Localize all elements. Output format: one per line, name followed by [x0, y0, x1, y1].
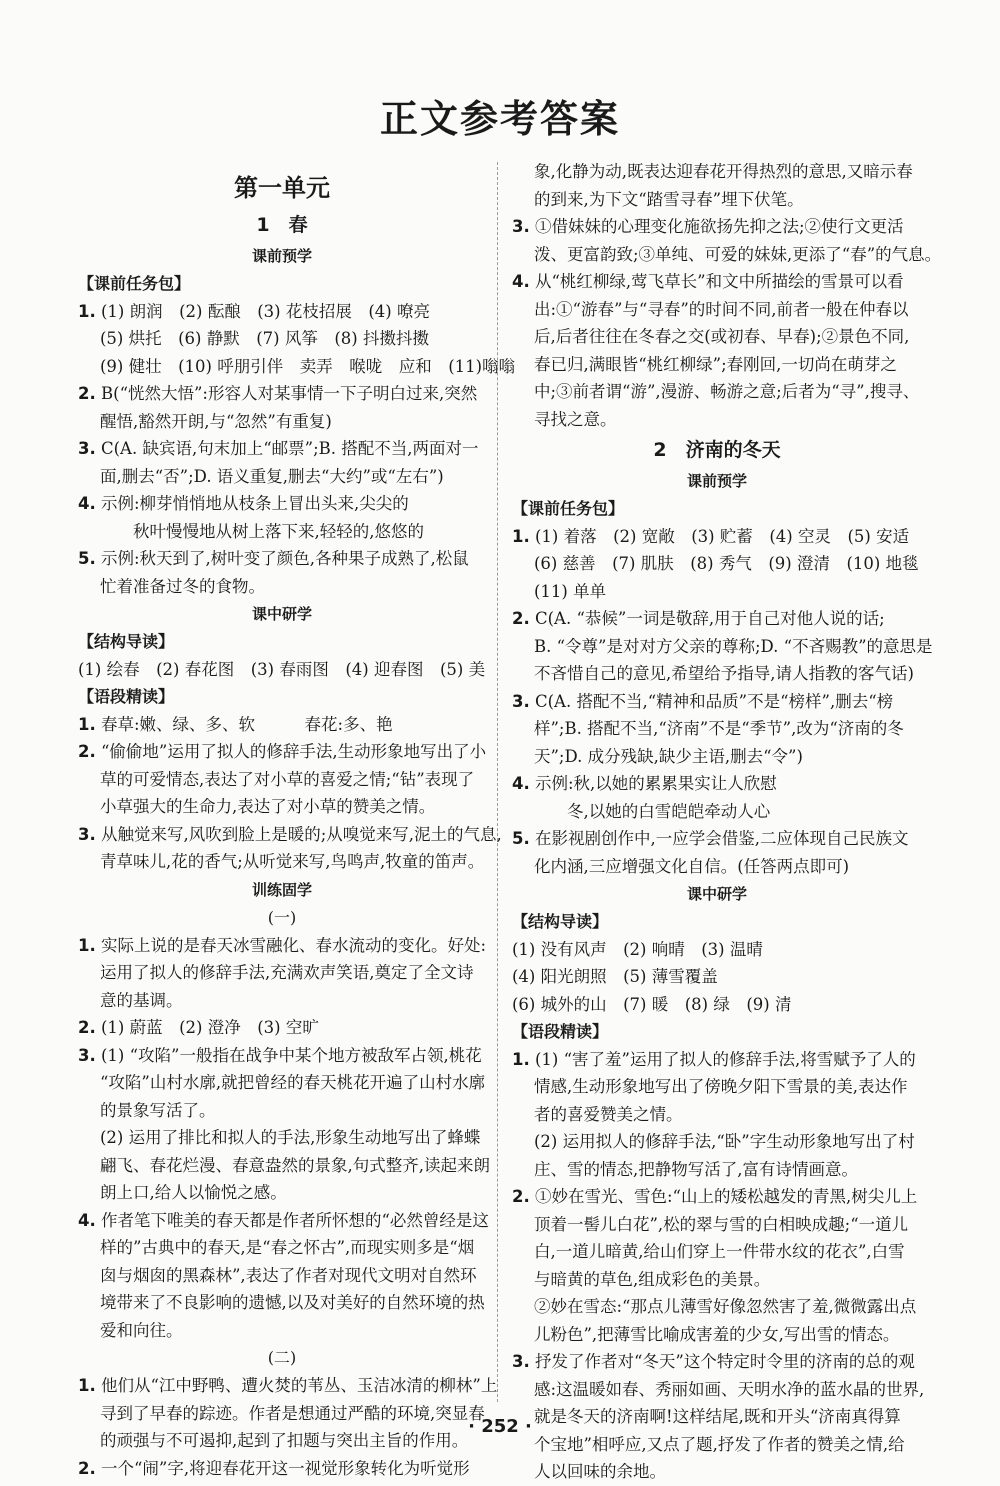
bracket-heading: 【结构导读】 [512, 912, 609, 931]
answer-text: 寻到了早春的踪迹。作者是想通过严酷的环境,突显春 [100, 1403, 485, 1423]
answer-line [512, 268, 922, 296]
answer-line [512, 743, 922, 771]
answer-line [78, 793, 486, 821]
question-number: 1. [78, 301, 96, 321]
answer-text: 感:这温暖如春、秀丽如画、天明水净的蓝水晶的世界, [534, 1379, 925, 1399]
answer-text: 冬,以她的白雪皑皑牵动人心 [534, 801, 771, 821]
answer-line [512, 1266, 922, 1294]
section-heading: 课前预学 [251, 247, 312, 265]
question-number: 1. [512, 1049, 530, 1069]
answer-text: 秋叶慢慢地从树上落下来,轻轻的,悠悠的 [100, 521, 424, 541]
answer-text: 与暗黄的草色,组成彩色的美景。 [534, 1269, 771, 1289]
answer-text: 境带来了不良影响的遗憾,以及对美好的自然环境的热 [100, 1293, 485, 1312]
answer-text: 在影视剧创作中,一应学会借鉴,二应体现自己民族文 [535, 829, 909, 848]
column-divider [497, 162, 498, 1402]
answer-line [512, 1293, 922, 1321]
answer-text: 白,一道儿暗黄,给山们穿上一件带水纹的花衣”,白雪 [534, 1242, 905, 1261]
question-number: 4. [512, 774, 530, 793]
answer-line [512, 1211, 922, 1239]
answer-line [78, 656, 486, 684]
answer-text: 样”;B. 搭配不当,“济南”不是“季节”,改为“济南的冬 [534, 719, 904, 738]
answer-line [78, 738, 486, 766]
lesson-title: 2 济南的冬天 [653, 439, 781, 461]
answer-text: 醒悟,豁然开朗,与“忽然”有重复) [100, 411, 332, 431]
answer-line [512, 1128, 922, 1156]
answer-text: 实际上说的是春天冰雪融化、春水流动的变化。好处: [101, 935, 487, 955]
answer-text: 出:①“游春”与“寻春”的时间不同,前者一般在仲春以 [534, 299, 909, 319]
answer-line [78, 380, 486, 408]
answer-text: ②妙在雪态:“那点儿薄雪好像忽然害了羞,微微露出点 [534, 1297, 917, 1316]
answer-line [78, 463, 486, 491]
answer-text: 一个“闹”字,将迎春花开这一视觉形象转化为听觉形 [101, 1458, 470, 1478]
question-number: 2. [512, 609, 530, 628]
answer-text: ①借妹妹的心理变化施欲扬先抑之法;②使行文更活 [535, 217, 904, 236]
question-number: 3. [78, 824, 96, 844]
bracket-heading: 【结构导读】 [78, 632, 175, 651]
answer-line [78, 1455, 486, 1483]
answer-text: (6) 城外的山 (7) 暖 (8) 绿 (9) 清 [512, 994, 792, 1014]
bracket-heading: 【课前任务包】 [78, 274, 191, 293]
answer-text: B(“恍然大悟”:形容人对某事情一下子明白过来,突然 [101, 384, 478, 403]
answer-text: 从“桃红柳绿,莺飞草长”和文中所描绘的雪景可以看 [535, 272, 904, 291]
question-number: 2. [78, 1018, 96, 1037]
answer-line [78, 1014, 486, 1042]
answer-text: C(A. “恭候”一词是敬辞,用于自己对他人说的话; [535, 609, 885, 628]
sub-heading: (一) [267, 907, 297, 927]
answer-line [78, 1317, 486, 1345]
answer-text: 泼、更富韵致;③单纯、可爱的妹妹,更添了“春”的气息。 [534, 244, 942, 264]
answer-text: (1) 着落 (2) 宽敞 (3) 贮蓄 (4) 空灵 (5) 安适 [535, 526, 910, 546]
answer-line [512, 633, 933, 661]
answer-line [512, 186, 922, 214]
question-number: 4. [78, 494, 96, 513]
section-heading: 训练固学 [251, 880, 312, 899]
answer-line [78, 1262, 486, 1290]
answer-line [512, 963, 922, 991]
answer-line [78, 518, 486, 546]
answer-text: 象,化静为动,既表达迎春花开得热烈的意思,又暗示春 [534, 162, 913, 181]
answer-line [512, 550, 922, 578]
right-column [512, 158, 942, 1486]
answer-line [512, 936, 922, 964]
answer-text: “攻陷”山村水廓,就把曾经的春天桃花开遍了山村水廓 [100, 1073, 486, 1092]
answer-line [78, 711, 486, 739]
answer-text: 的到来,为下文“踏雪寻春”埋下伏笔。 [534, 189, 804, 209]
answer-line [78, 1372, 498, 1400]
question-number: 2. [512, 1187, 530, 1206]
answer-text: 小草强大的生命力,表达了对小草的赞美之情。 [100, 797, 436, 816]
answer-text: 中;③前者谓“游”,漫游、畅游之意;后者为“寻”,搜寻、 [534, 382, 920, 401]
answer-line [78, 821, 502, 849]
question-number: 3. [78, 1045, 96, 1065]
answer-line [78, 490, 486, 518]
question-number: 4. [512, 272, 530, 291]
answer-text: 天”;D. 成分残缺,缺少主语,删去“令”) [534, 746, 803, 766]
question-number: 4. [78, 1210, 96, 1230]
question-number: 3. [512, 217, 530, 236]
question-number: 3. [512, 1352, 530, 1371]
section-heading: 课前预学 [686, 472, 747, 490]
answer-line [78, 298, 486, 326]
answer-text: 他们从“江中野鸭、遭火焚的苇丛、玉洁冰清的柳林”上 [101, 1376, 498, 1395]
question-number: 5. [78, 549, 96, 568]
answer-line [512, 1073, 922, 1101]
answer-line [512, 323, 922, 351]
answer-text: “偷偷地”运用了拟人的修辞手法,生动形象地写出了小 [101, 742, 487, 761]
answer-text: (11) 单单 [534, 581, 607, 601]
answer-line [78, 766, 486, 794]
answer-text: 翩飞、春花烂漫、春意盎然的景象,句式整齐,读起来朗 [100, 1155, 490, 1175]
answer-text: 朗上口,给人以愉悦之感。 [100, 1183, 287, 1202]
answer-line [78, 353, 516, 381]
question-number: 2. [78, 1458, 96, 1478]
answer-text: C(A. 缺宾语,句末加上“邮票”;B. 搭配不当,两面对一 [101, 439, 479, 458]
answer-line [78, 1124, 486, 1152]
answer-text: (1) “害了羞”运用了拟人的修辞手法,将雪赋予了人的 [535, 1049, 916, 1069]
answer-line [78, 325, 486, 353]
answer-text: 儿粉色”,把薄雪比喻成害羞的少女,写出雪的情态。 [534, 1324, 900, 1344]
answer-text: 就是冬天的济南啊!这样结尾,既和开头“济南真得算 [534, 1407, 901, 1426]
answer-line [512, 296, 922, 324]
lesson-title: 1 春 [256, 214, 308, 236]
answer-text: 后,后者往往在冬春之交(或初春、早春);②景色不同, [534, 327, 910, 346]
answer-text: 示例:柳芽悄悄地从枝条上冒出头来,尖尖的 [101, 494, 409, 513]
answer-text: 样的”古典中的春天,是“春之怀古”,而现实则多是“烟 [100, 1238, 475, 1257]
answer-line [512, 213, 922, 241]
answer-line [78, 1289, 486, 1317]
answer-line [512, 1321, 922, 1349]
answer-line [512, 715, 922, 743]
answer-text: 的顽强与不可遏抑,起到了扣题与突出主旨的作用。 [100, 1431, 469, 1450]
question-number: 3. [512, 691, 530, 711]
answer-line [78, 1207, 489, 1235]
answer-line [78, 932, 486, 960]
answer-line [512, 853, 922, 881]
answer-line [512, 158, 922, 186]
answer-line [512, 1376, 925, 1404]
answer-line [512, 1101, 922, 1129]
answer-text: 爱和向往。 [100, 1320, 183, 1340]
answer-line [78, 1234, 486, 1262]
sub-heading: (二) [267, 1348, 297, 1367]
answer-line [78, 1152, 490, 1180]
answer-text: 庄、雪的情态,把静物写活了,富有诗情画意。 [534, 1159, 858, 1179]
answer-text: 抒发了作者对“冬天”这个特定时令里的济南的总的观 [535, 1352, 915, 1371]
answer-text: 作者笔下唯美的春天都是作者所怀想的“必然曾经是这 [101, 1210, 489, 1230]
answer-text: ①妙在雪光、雪色:“山上的矮松越发的青黑,树尖儿上 [535, 1187, 918, 1206]
question-number: 5. [512, 829, 530, 848]
answer-text: 顶着一髻儿白花”,松的翠与雪的白相映成趣;“一道儿 [534, 1214, 909, 1234]
bracket-heading: 【语段精读】 [512, 1022, 609, 1041]
answer-text: 不吝惜自己的意见,希望给予指导,请人指教的客气话) [534, 664, 914, 683]
question-number: 1. [78, 1376, 96, 1395]
answer-text: (1) 绘春 (2) 春花图 (3) 春雨图 (4) 迎春图 (5) 美 [78, 659, 486, 679]
answer-text: 运用了拟人的修辞手法,充满欢声笑语,奠定了全文诗 [100, 963, 474, 982]
question-number: 2. [78, 742, 96, 761]
question-number: 1. [78, 935, 96, 955]
answer-text: 意的基调。 [100, 990, 183, 1010]
question-number: 1. [78, 714, 96, 734]
answer-text: 人以回味的余地。 [534, 1462, 666, 1481]
answer-text: 春草:嫩、绿、多、软 春花:多、艳 [101, 714, 393, 734]
answer-text: (1) 蔚蓝 (2) 澄净 (3) 空旷 [101, 1018, 319, 1037]
answer-text: 草的可爱情态,表达了对小草的喜爱之情;“钻”表现了 [100, 769, 475, 789]
unit-title: 第一单元 [234, 174, 330, 202]
bracket-heading: 【语段精读】 [78, 687, 175, 706]
answer-text: (1) 没有风声 (2) 响晴 (3) 温晴 [512, 939, 763, 959]
answer-text: 化内涵,三应增强文化自信。(任答两点即可) [534, 856, 850, 876]
answer-line [78, 545, 486, 573]
answer-line [512, 991, 922, 1019]
answer-text: 示例:秋,以她的累累果实让人欣慰 [535, 774, 777, 793]
answer-line [78, 1069, 486, 1097]
answer-line [512, 1183, 922, 1211]
answer-line [78, 848, 486, 876]
answer-text: 从触觉来写,风吹到脸上是暖的;从嗅觉来写,泥土的气息, [101, 824, 502, 844]
answer-line [78, 987, 486, 1015]
bracket-heading: 【课前任务包】 [512, 499, 625, 518]
answer-line [512, 241, 942, 269]
answer-text: 个宝地”相呼应,又点了题,抒发了作者的赞美之情,给 [534, 1434, 905, 1454]
answer-text: 示例:秋天到了,树叶变了颜色,各种果子成熟了,松鼠 [101, 549, 469, 568]
answer-line [512, 660, 922, 688]
answer-line [512, 351, 922, 379]
section-heading: 课中研学 [686, 885, 747, 903]
answer-text: (2) 运用拟人的修辞手法,“卧”字生动形象地写出了村 [534, 1132, 915, 1151]
answer-text: (2) 运用了排比和拟人的手法,形象生动地写出了蜂蝶 [100, 1128, 481, 1147]
answer-text: 情感,生动形象地写出了傍晚夕阳下雪景的美,表达作 [534, 1077, 908, 1096]
answer-text: 的景象写活了。 [100, 1100, 216, 1120]
answer-line [512, 1348, 922, 1376]
answer-text: (4) 阳光朗照 (5) 薄雪覆盖 [512, 967, 718, 986]
answer-text: (1) “攻陷”一般指在战争中某个地方被敌军占领,桃花 [101, 1045, 482, 1065]
answer-text: 囱与烟囱的黑森林”,表达了作者对现代文明对自然环 [100, 1265, 477, 1285]
answer-line [512, 523, 922, 551]
answer-text: 春已归,满眼皆“桃红柳绿”;春刚回,一切尚在萌芽之 [534, 354, 897, 374]
answer-line [512, 1458, 922, 1486]
answer-line [78, 1097, 486, 1125]
page-number: · 252 · [468, 1416, 532, 1437]
answer-line [512, 825, 922, 853]
question-number: 2. [78, 384, 96, 403]
answer-text: 寻找之意。 [534, 409, 617, 429]
answer-line [78, 1042, 486, 1070]
answer-text: (5) 烘托 (6) 静默 (7) 风筝 (8) 抖擞抖擞 [100, 329, 429, 348]
answer-text: B. “令尊”是对对方父亲的尊称;D. “不吝赐教”的意思是 [534, 636, 933, 656]
answer-line [512, 798, 922, 826]
answer-text: (1) 朗润 (2) 酝酿 (3) 花枝招展 (4) 嘹亮 [101, 301, 430, 321]
answer-line [512, 688, 922, 716]
answer-line [78, 435, 486, 463]
answer-line [512, 1156, 922, 1184]
answer-line [512, 578, 922, 606]
answer-line [512, 770, 922, 798]
question-number: 3. [78, 439, 96, 458]
answer-line [512, 1046, 922, 1074]
answer-text: 面,删去“否”;D. 语义重复,删去“大约”或“左右”) [100, 466, 444, 486]
page-title: 正文参考答案 [379, 97, 620, 141]
answer-line [512, 378, 922, 406]
answer-line [78, 408, 486, 436]
answer-line [512, 1238, 922, 1266]
answer-line [78, 573, 486, 601]
answer-line [78, 959, 486, 987]
answer-line [512, 605, 922, 633]
question-number: 1. [512, 526, 530, 546]
answer-text: 青草味儿,花的香气;从听觉来写,鸟鸣声,牧童的笛声。 [100, 852, 485, 871]
answer-text: C(A. 搭配不当,“精神和品质”不是“榜样”,删去“榜 [535, 691, 894, 711]
answer-text: 者的喜爱赞美之情。 [534, 1104, 683, 1124]
answer-text: 忙着准备过冬的食物。 [100, 576, 265, 596]
answer-line [78, 1179, 486, 1207]
answer-text: (9) 健壮 (10) 呼朋引伴 卖弄 喉咙 应和 (11)嗡嗡 [100, 356, 516, 376]
answer-text: (6) 慈善 (7) 肌肤 (8) 秀气 (9) 澄清 (10) 地毯 [534, 554, 919, 573]
answer-line [512, 406, 922, 434]
section-heading: 课中研学 [251, 605, 312, 623]
